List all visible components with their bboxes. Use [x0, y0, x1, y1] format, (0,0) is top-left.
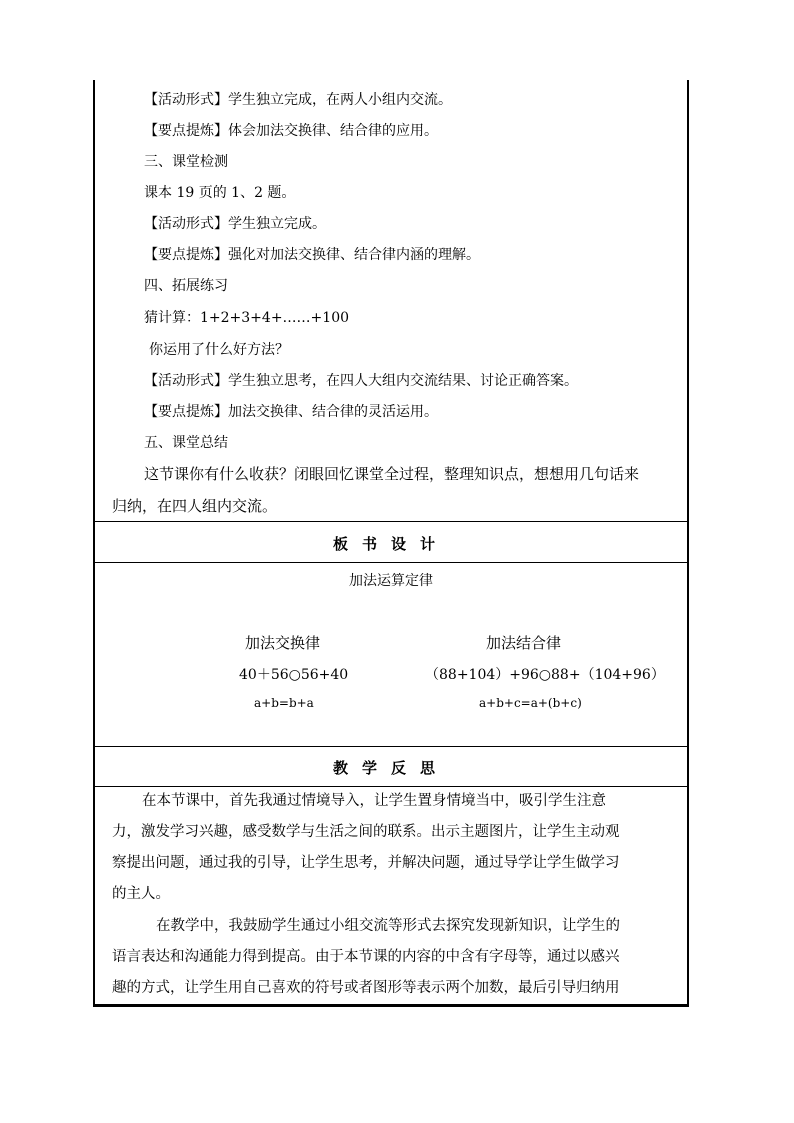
reflection-line: 的主人。 [112, 886, 170, 902]
guess-calculation: 猜计算：1+2+3+4+……+100 [144, 310, 350, 326]
reflection-line: 在本节课中，首先我通过情境导入，让学生置身情境当中，吸引学生注意 [142, 793, 606, 809]
associative-example: （88+104）+96○88+（104+96） [425, 667, 665, 683]
board-title: 加法运算定律 [349, 573, 433, 589]
activity-form-line-1: 【活动形式】学生独立完成，在两人小组内交流。 [144, 92, 452, 108]
divider-line [93, 746, 689, 747]
reflection-line: 察提出问题，通过我的引导，让学生思考，并解决问题，通过导学让学生做学习 [112, 855, 620, 871]
key-point-line-1: 【要点提炼】体会加法交换律、结合律的应用。 [144, 123, 438, 139]
key-point-line-3: 【要点提炼】加法交换律、结合律的灵活运用。 [144, 404, 438, 420]
associative-formula: a+b+c=a+(b+c) [479, 696, 582, 710]
reflection-line: 语言表达和沟通能力得到提高。由于本节课的内容的中含有字母等，通过以感兴 [112, 949, 620, 965]
key-point-line-2: 【要点提炼】强化对加法交换律、结合律内涵的理解。 [144, 247, 480, 263]
associative-law-title: 加法结合律 [486, 634, 562, 652]
question-method: 你运用了什么好方法？ [149, 342, 289, 358]
section-heading-3: 三、课堂检测 [144, 154, 228, 170]
section-heading-4: 四、拓展练习 [144, 278, 228, 294]
reflection-paragraph-1 [112, 786, 672, 910]
summary-line-1: 这节课你有什么收获？闭眼回忆课堂全过程，整理知识点，想想用几句话来 [144, 465, 640, 483]
reflection-line: 趣的方式，让学生用自己喜欢的符号或者图形等表示两个加数，最后引导归纳用 [112, 980, 620, 996]
teaching-reflection-heading: 教学反思 [332, 759, 449, 777]
divider-line [93, 521, 689, 522]
divider-line [93, 562, 689, 563]
commutative-formula: a+b=b+a [254, 696, 314, 710]
activity-form-line-3: 【活动形式】学生独立思考，在四人大组内交流结果、讨论正确答案。 [144, 373, 578, 389]
reflection-paragraph-2 [112, 911, 672, 1004]
reflection-line: 力，激发学习兴趣，感受数学与生活之间的联系。出示主题图片，让学生主动观 [112, 824, 620, 840]
commutative-law-title: 加法交换律 [245, 634, 321, 652]
board-design-heading: 板书设计 [332, 535, 449, 553]
section-heading-5: 五、课堂总结 [144, 435, 228, 451]
textbook-reference: 课本 19 页的 1、2 题。 [144, 185, 296, 201]
commutative-example: 40＋56○56+40 [239, 667, 349, 683]
summary-line-2: 归纳，在四人组内交流。 [112, 497, 278, 515]
activity-form-line-2: 【活动形式】学生独立完成。 [144, 216, 326, 232]
reflection-line: 在教学中，我鼓励学生通过小组交流等形式去探究发现新知识，让学生的 [156, 918, 620, 934]
